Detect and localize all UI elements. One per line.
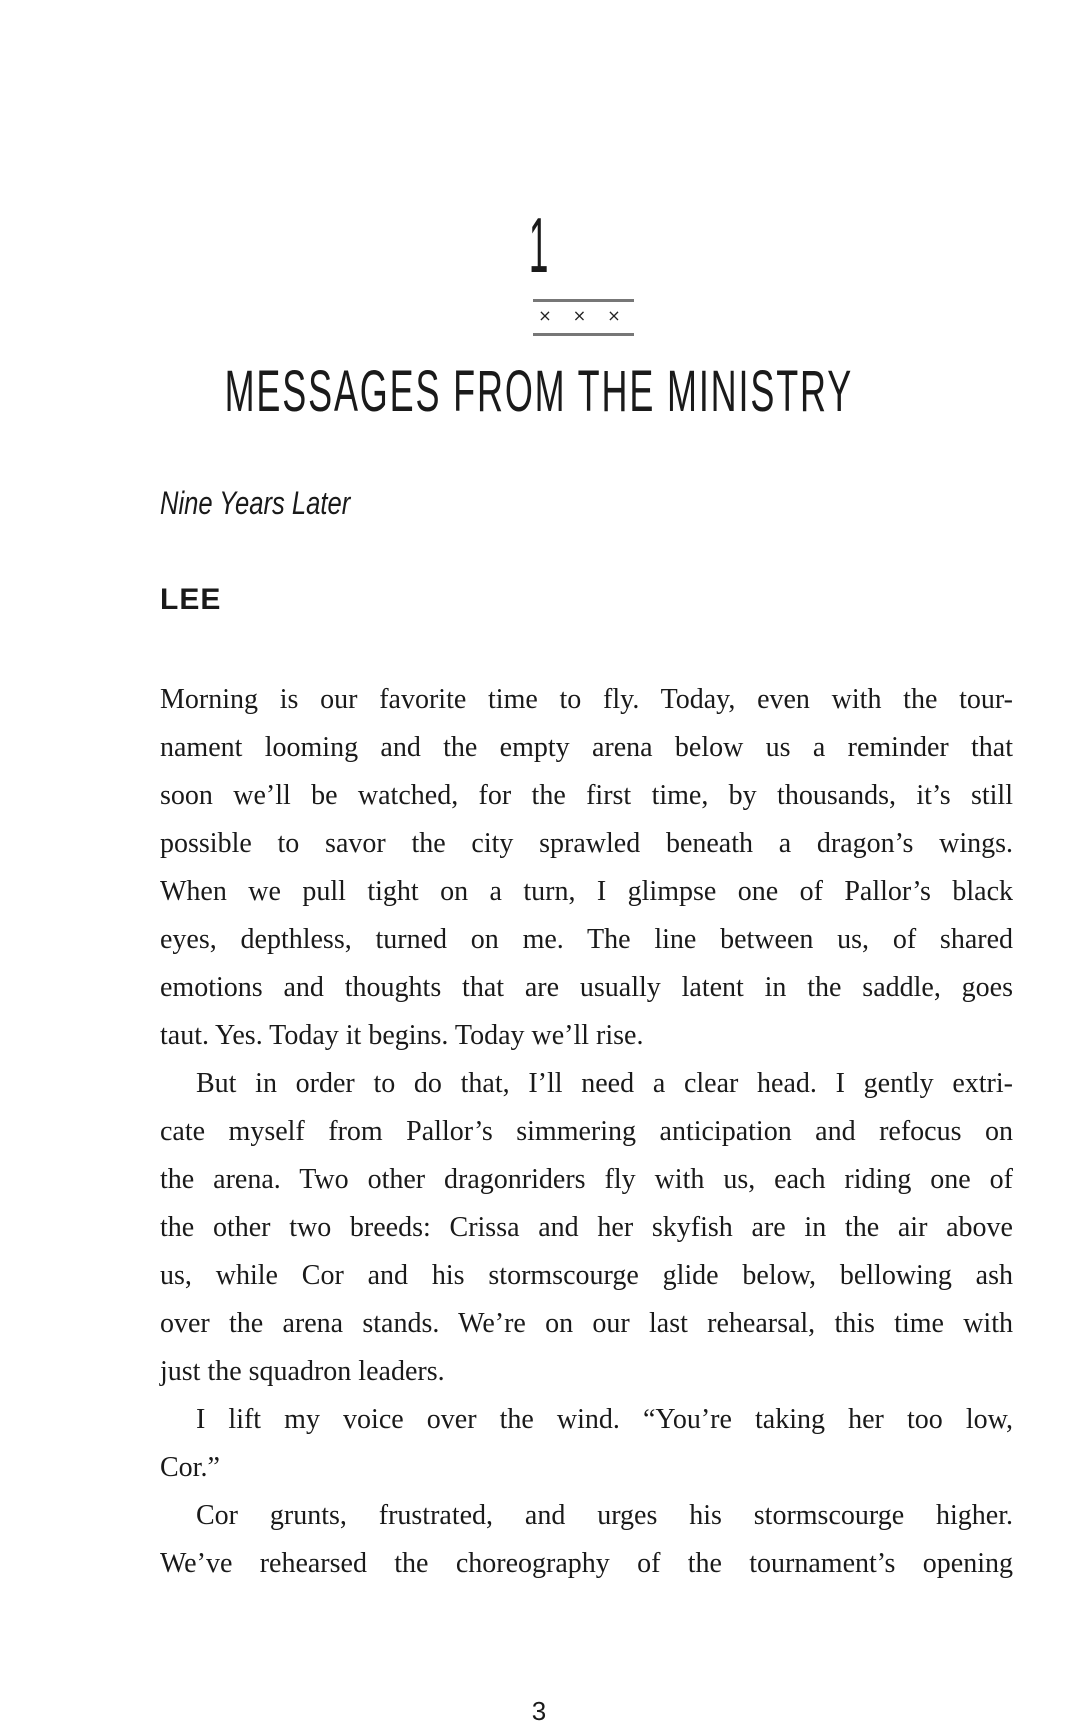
text-line: Morning is our favorite time to fly. Today, even with the tour- — [160, 684, 1013, 715]
text-line: the other two breeds: Crissa and her skyfish are in the air above — [160, 1212, 1013, 1243]
body-text — [160, 676, 1013, 1588]
section-subtitle — [160, 485, 398, 522]
text-line: possible to savor the city sprawled beneath a dragon’s wings. — [160, 828, 1013, 859]
chapter-number-text: 1 — [529, 201, 549, 289]
text-line: Cor.” — [160, 1452, 220, 1483]
ornament-top-rule — [533, 299, 634, 302]
subtitle-text: Nine Years Later — [160, 485, 351, 521]
text-line: I lift my voice over the wind. “You’re taking her too low, — [196, 1404, 1013, 1435]
text-line: over the arena stands. We’re on our last rehearsal, this time with — [160, 1308, 1013, 1339]
text-line: Cor grunts, frustrated, and urges his stormscourge higher. — [196, 1500, 1013, 1531]
chapter-number — [0, 201, 1078, 289]
page-number: 3 — [531, 1696, 547, 1726]
text-line: When we pull tight on a turn, I glimpse one of Pallor’s black — [160, 876, 1013, 907]
ornament-marks: × × × — [538, 306, 629, 325]
text-line: eyes, depthless, turned on me. The line between us, of shared — [160, 924, 1013, 955]
text-line: emotions and thoughts that are usually latent in the saddle, goes — [160, 972, 1013, 1003]
text-line: soon we’ll be watched, for the first time, by thousands, it’s still — [160, 780, 1013, 811]
text-line: us, while Cor and his stormscourge glide below, bellowing ash — [160, 1260, 1013, 1291]
pov-heading: LEE — [160, 583, 222, 616]
text-line: taut. Yes. Today it begins. Today we’ll rise. — [160, 1020, 644, 1051]
text-line: the arena. Two other dragonriders fly with us, each riding one of — [160, 1164, 1013, 1195]
text-line: just the squadron leaders. — [160, 1356, 445, 1387]
chapter-title-text: MESSAGES FROM THE MINISTRY — [224, 359, 854, 424]
text-line: cate myself from Pallor’s simmering anticipation and refocus on — [160, 1116, 1013, 1147]
ornament-bottom-rule — [533, 333, 634, 336]
text-line: But in order to do that, I’ll need a clear head. I gently extri- — [196, 1068, 1013, 1099]
text-line: nament looming and the empty arena below us a reminder that — [160, 732, 1013, 763]
text-line: We’ve rehearsed the choreography of the tournament’s opening — [160, 1548, 1013, 1579]
chapter-title — [0, 359, 1078, 424]
